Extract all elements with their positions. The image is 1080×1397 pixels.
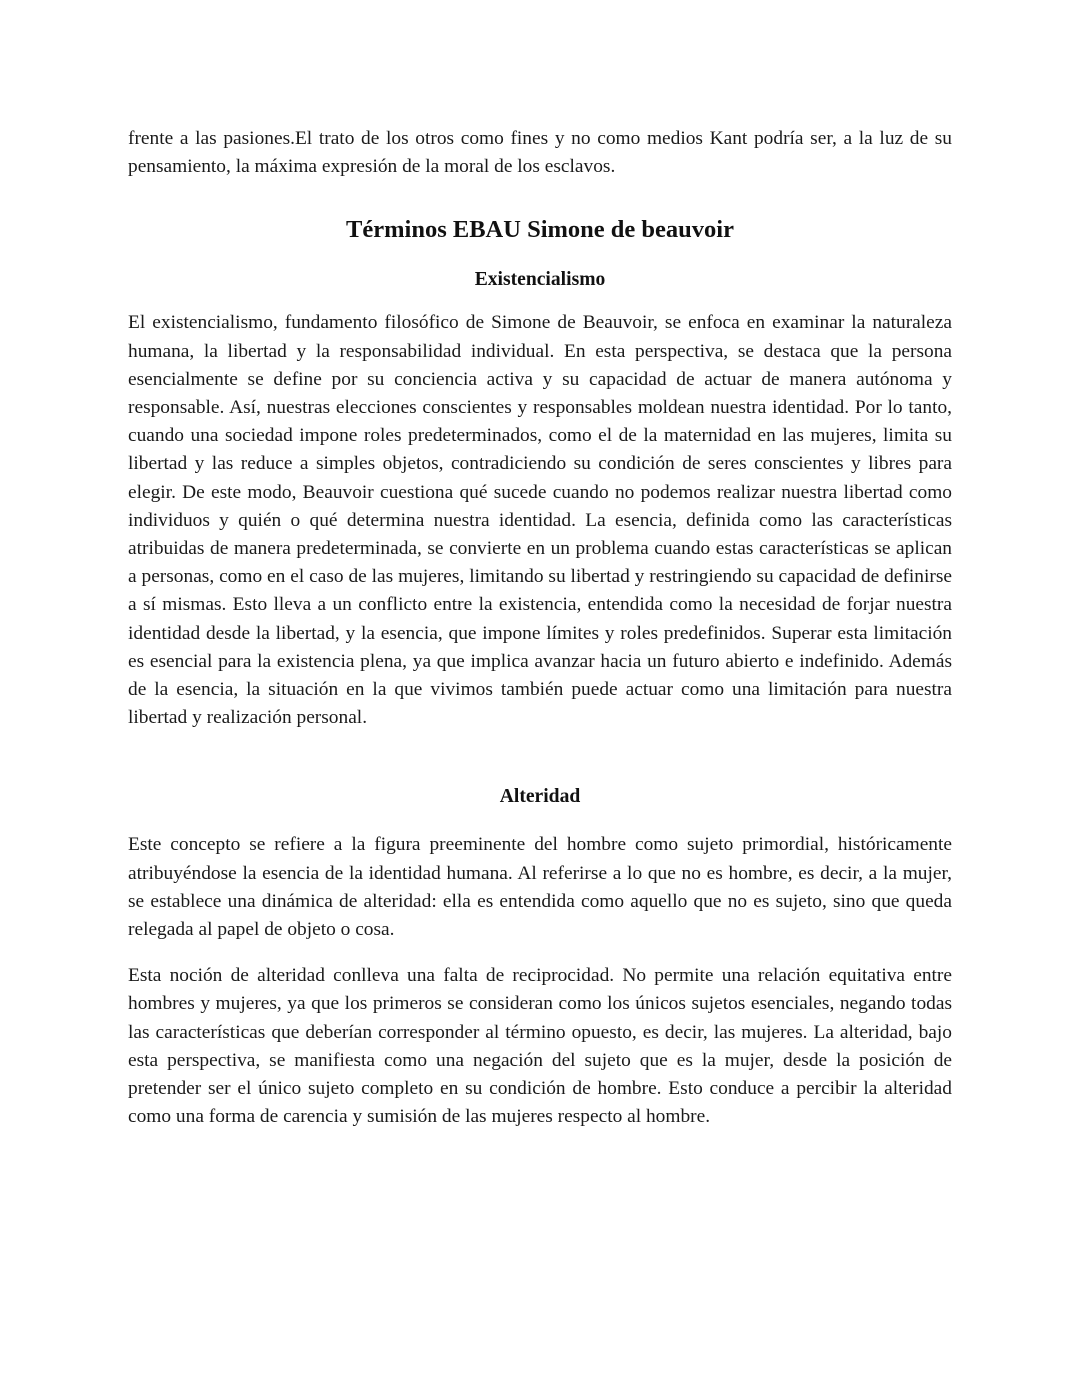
document-title: Términos EBAU Simone de beauvoir xyxy=(346,216,734,244)
section-heading-existencialismo: Existencialismo xyxy=(474,269,606,291)
alteridad-paragraph-1: Este concepto se refiere a la figura preeminente del hombre como sujeto primordial, históricamente atribuyéndose la esencia de la identidad humana. Al referirse a lo que no es hombre, es decir, a la mujer, se establece una dinámica de alteridad: ella es entendida como aquello que no es sujeto, sino que queda relegada al papel de objeto o cosa. xyxy=(128,834,952,941)
document-page xyxy=(128,125,952,1131)
section-heading-alteridad: Alteridad xyxy=(499,786,581,808)
intro-paragraph: frente a las pasiones.El trato de los otros como fines y no como medios Kant podría ser, a la luz de su pensamiento, la máxima expresión de la moral de los esclavos. xyxy=(128,128,952,178)
existencialismo-paragraph: El existencialismo, fundamento filosófico de Simone de Beauvoir, se enfoca en examinar la naturaleza humana, la libertad y la responsabilidad individual. En esta perspectiva, se destaca que la persona esencialmente se define por su conciencia activa y su capacidad de actuar de manera autónoma y responsable. Así, nuestras elecciones conscientes y responsables moldean nuestra identidad. Por lo tanto, cuando una sociedad impone roles predeterminados, como el de la maternidad en las mujeres, limita su libertad y las reduce a simples objetos, contradiciendo su condición de seres conscientes y libres para elegir. De este modo, Beauvoir cuestiona qué sucede cuando no podemos realizar nuestra libertad como individuos y quién o qué determina nuestra identidad. La esencia, definida como las características atribuidas de manera predeterminada, se convierte en un problema cuando estas características se aplican a personas, como en el caso de las mujeres, limitando su libertad y restringiendo su capacidad de definirse a sí mismas. Esto lleva a un conflicto entre la existencia, entendida como la necesidad de forjar nuestra identidad desde la libertad, y la esencia, que impone límites y roles predefinidos. Superar esta limitación es esencial para la existencia plena, ya que implica avanzar hacia un futuro abierto e indefinido. Además de la esencia, la situación en la que vivimos también puede actuar como una limitación para nuestra libertad y realización personal. xyxy=(128,312,952,729)
alteridad-paragraph-2: Esta noción de alteridad conlleva una falta de reciprocidad. No permite una relación equitativa entre hombres y mujeres, ya que los primeros se consideran como los únicos sujetos esenciales, negando todas las características que deberían corresponder al término opuesto, es decir, las mujeres. La alteridad, bajo esta perspectiva, se manifiesta como una negación del sujeto que es la mujer, desde la posición de pretender ser el único sujeto completo en su condición de hombre. Esto conduce a percibir la alteridad como una forma de carencia y sumisión de las mujeres respecto al hombre. xyxy=(128,965,952,1128)
